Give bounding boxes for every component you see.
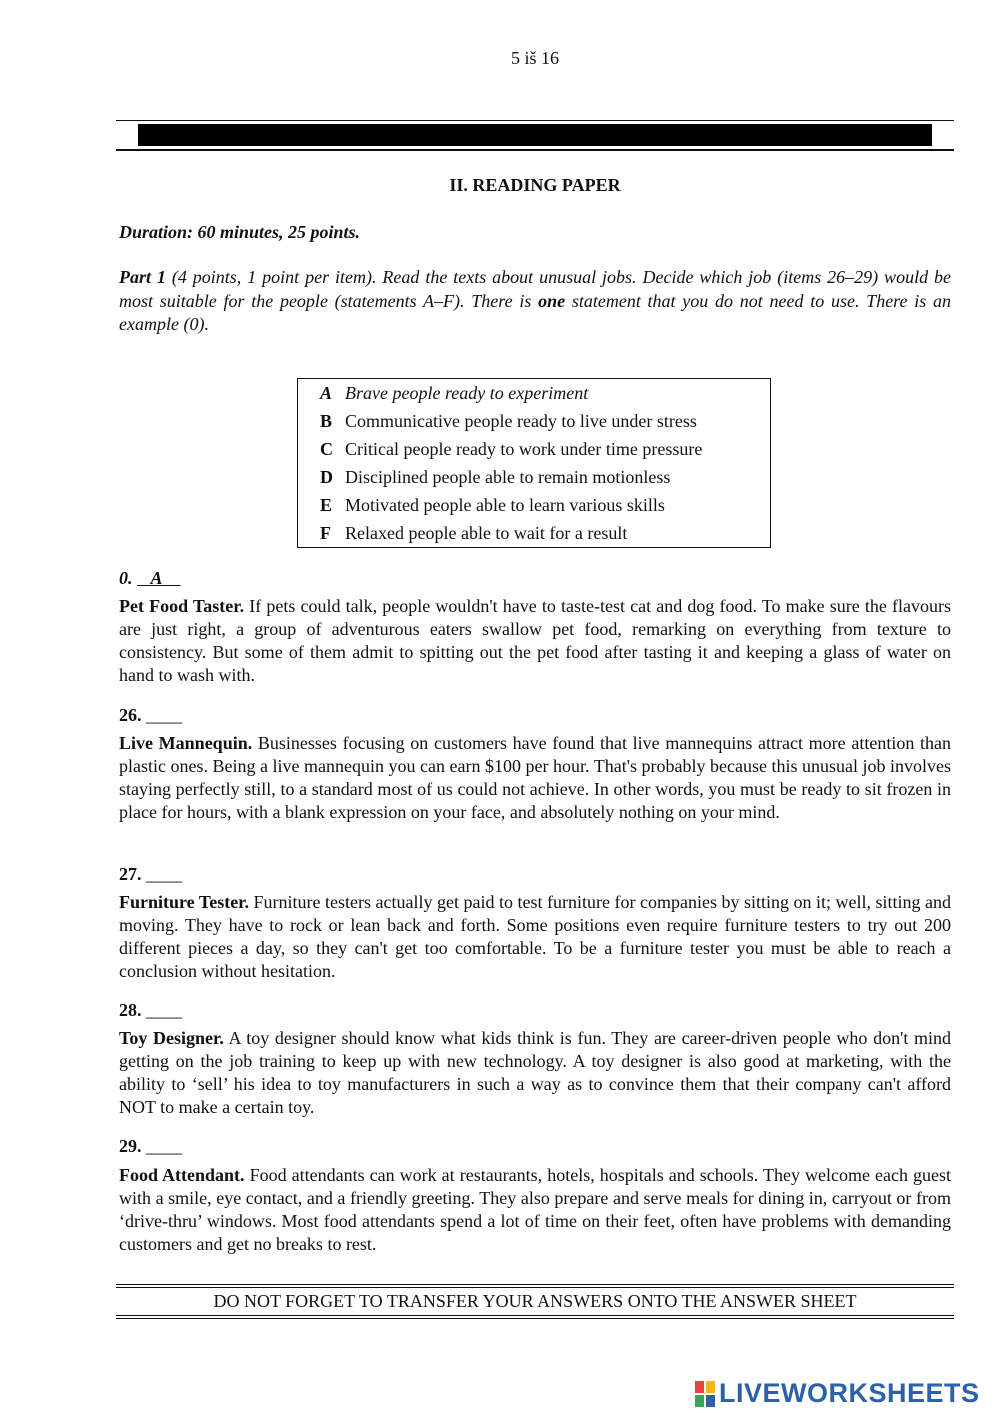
- item-text-food-attendant: [119, 1164, 951, 1256]
- duration-line: Duration: 60 minutes, 25 points.: [119, 222, 361, 242]
- item-title: Pet Food Taster.: [119, 596, 245, 616]
- footer-rule-top-double: [116, 1287, 954, 1288]
- answer-blank[interactable]: ____: [146, 1136, 182, 1156]
- answer-blank[interactable]: ____: [146, 705, 182, 725]
- statement-row: [320, 520, 770, 548]
- section-title: II. READING PAPER: [449, 175, 621, 195]
- statement-text: Critical people ready to work under time pressure: [345, 439, 703, 459]
- example-answer: A: [150, 568, 163, 588]
- footer-rule-top: [116, 1284, 954, 1285]
- statement-text: Disciplined people able to remain motionless: [345, 467, 671, 487]
- item-number-example: [119, 568, 181, 589]
- item-number-label: 0.: [119, 568, 133, 588]
- statement-text: Brave people ready to experiment: [345, 383, 589, 403]
- item-text-live-mannequin: [119, 732, 951, 824]
- item-number-27: [119, 864, 182, 885]
- answer-blank[interactable]: ____: [146, 1000, 182, 1020]
- answer-blank[interactable]: ____: [146, 864, 182, 884]
- statement-letter: E: [320, 495, 333, 515]
- item-number-29: [119, 1136, 182, 1157]
- statement-letter: D: [320, 467, 333, 487]
- item-title: Food Attendant.: [119, 1165, 245, 1185]
- liveworksheets-logo-icon: [695, 1381, 717, 1407]
- statement-letter: F: [320, 523, 331, 543]
- redacted-header-bar: [138, 124, 932, 146]
- statement-text: Relaxed people able to wait for a result: [345, 523, 628, 543]
- item-body: Businesses focusing on customers have found that live mannequins attract more attention than plastic ones. Being a live mannequin you can earn $100 per hour. That's probably because this unusual job involves staying perfectly still, to a standard most of us could not achieve. In other words, you must be ready to sit frozen in place for hours, with a blank expression on your face, and absolutely nothing on your mind.: [119, 733, 951, 822]
- instructions-text-1: (4 points, 1 point per item). Read the texts about unusual jobs. Decide which job (items 26–29) would be most suitable for the people (statements A–F). There is: [119, 267, 951, 311]
- page-number: 5 iš 16: [510, 48, 559, 68]
- statement-row: [320, 408, 770, 436]
- statements-box: [297, 378, 771, 548]
- item-number-28: [119, 1000, 182, 1021]
- statement-row: [320, 464, 770, 492]
- header-rule-top: [116, 120, 954, 121]
- liveworksheets-logo[interactable]: [695, 1378, 980, 1408]
- statement-letter: A: [320, 383, 333, 403]
- item-body: Furniture testers actually get paid to test furniture for companies by sitting on it; well, sitting and moving. They have to rock or lean back and forth. Some positions even require furniture testers to try out 200 different pieces a day, so they can't get too comfortable. To be a furniture tester you must be able to reach a conclusion without hesitation.: [119, 892, 951, 981]
- statement-letter: C: [320, 439, 333, 459]
- footer-rule-bottom: [116, 1315, 954, 1316]
- task-instructions: [119, 266, 951, 337]
- item-body: A toy designer should know what kids think is fun. They are career-driven people who don't mind getting on the job training to keep up with new technology. A toy designer is also good at marketing, with the ability to ‘sell’ his idea to toy manufacturers in such a way as to convince them that their company can't afford NOT to make a certain toy.: [119, 1028, 952, 1117]
- item-body: If pets could talk, people wouldn't have to taste-test cat and dog food. To make sure the flavours are just right, a group of adventurous eaters swallow pet food, remarking on everything from texture to consistency. But some of them admit to spitting out the pet food after tasting it and keeping a glass of water on hand to wash with.: [119, 596, 951, 685]
- item-title: Live Mannequin.: [119, 733, 253, 753]
- part-label: Part 1: [119, 267, 166, 287]
- header-rule-bottom: [116, 149, 954, 151]
- statement-letter: B: [320, 411, 333, 431]
- instructions-text-2: statement that you do not need to use. There is an example (0).: [119, 290, 951, 334]
- item-number-label: 27.: [119, 864, 142, 884]
- liveworksheets-logo-text: LIVEWORKSHEETS: [719, 1378, 980, 1408]
- item-number-label: 26.: [119, 705, 142, 725]
- footer-rule-bottom-double: [116, 1318, 954, 1319]
- item-number-label: 29.: [119, 1136, 142, 1156]
- item-number-label: 28.: [119, 1000, 142, 1020]
- item-body: Food attendants can work at restaurants, hotels, hospitals and schools. They welcome each guest with a smile, eye contact, and a friendly greeting. They also prepare and serve meals for dining in, carryout or from ‘drive-thru’ windows. Most food attendants spend a lot of time on their feet, often have problems with demanding customers and get no breaks to rest.: [119, 1165, 952, 1254]
- statement-text: Motivated people able to learn various skills: [345, 495, 665, 515]
- item-number-26: [119, 705, 182, 726]
- statement-row: [320, 436, 770, 464]
- transfer-answers-note: DO NOT FORGET TO TRANSFER YOUR ANSWERS ONTO THE ANSWER SHEET: [213, 1291, 857, 1311]
- statement-row: [320, 492, 770, 520]
- item-text-toy-designer: [119, 1027, 951, 1119]
- item-text-pet-food-taster: [119, 595, 951, 687]
- instructions-emphasis: one: [538, 290, 566, 311]
- item-title: Toy Designer.: [119, 1028, 224, 1048]
- statement-row: [320, 380, 770, 408]
- item-title: Furniture Tester.: [119, 892, 250, 912]
- statement-text: Communicative people ready to live under stress: [345, 411, 697, 431]
- item-text-furniture-tester: [119, 891, 951, 983]
